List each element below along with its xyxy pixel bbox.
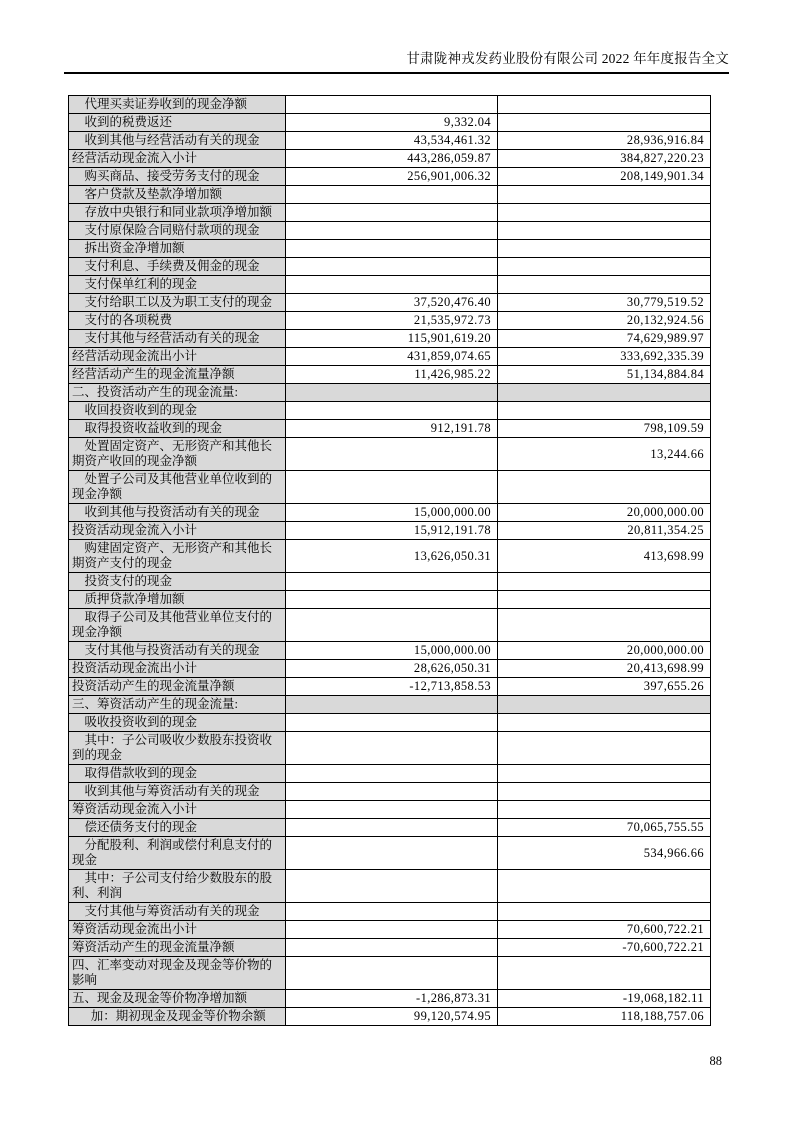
row-label: 收到其他与筹资活动有关的现金 (69, 783, 286, 801)
row-value-current-period (286, 240, 498, 258)
row-label: 取得借款收到的现金 (69, 765, 286, 783)
report-header-title: 甘肃陇神戎发药业股份有限公司 2022 年年度报告全文 (406, 51, 729, 66)
table-row (69, 348, 711, 366)
row-label: 筹资活动现金流入小计 (69, 801, 286, 819)
table-row (69, 504, 711, 522)
row-label: 其中：子公司支付给少数股东的股利、利润 (69, 870, 286, 903)
table-row (69, 573, 711, 591)
row-value-current-period: -12,713,858.53 (286, 678, 498, 696)
row-value-current-period (286, 609, 498, 642)
row-value-current-period: 15,912,191.78 (286, 522, 498, 540)
row-label: 偿还债务支付的现金 (69, 819, 286, 837)
row-value-current-period (286, 903, 498, 921)
row-label: 吸收投资收到的现金 (69, 714, 286, 732)
table-row (69, 714, 711, 732)
table-row (69, 678, 711, 696)
table-row (69, 312, 711, 330)
table-row (69, 957, 711, 990)
row-label: 筹资活动现金流出小计 (69, 921, 286, 939)
table-row (69, 150, 711, 168)
table-row (69, 294, 711, 312)
row-value-current-period (286, 921, 498, 939)
row-value-current-period: 21,535,972.73 (286, 312, 498, 330)
row-label: 四、汇率变动对现金及现金等价物的影响 (69, 957, 286, 990)
row-value-current-period (286, 186, 498, 204)
row-value-prior-period (498, 870, 711, 903)
row-value-prior-period (498, 258, 711, 276)
table-row (69, 438, 711, 471)
table-row (69, 186, 711, 204)
row-label: 支付的各项税费 (69, 312, 286, 330)
row-label: 收到的税费返还 (69, 114, 286, 132)
table-row (69, 591, 711, 609)
row-label: 代理买卖证券收到的现金净额 (69, 96, 286, 114)
table-row (69, 540, 711, 573)
row-value-current-period: 256,901,006.32 (286, 168, 498, 186)
row-value-current-period (286, 573, 498, 591)
row-value-prior-period: 798,109.59 (498, 420, 711, 438)
row-value-prior-period (498, 204, 711, 222)
row-value-prior-period (498, 471, 711, 504)
row-value-prior-period: 70,065,755.55 (498, 819, 711, 837)
row-label: 支付其他与筹资活动有关的现金 (69, 903, 286, 921)
table-row (69, 696, 711, 714)
row-label: 投资活动现金流入小计 (69, 522, 286, 540)
row-label: 经营活动现金流出小计 (69, 348, 286, 366)
row-value-prior-period (498, 402, 711, 420)
row-label: 支付利息、手续费及佣金的现金 (69, 258, 286, 276)
table-row (69, 990, 711, 1008)
row-value-prior-period (498, 276, 711, 294)
row-value-current-period (286, 258, 498, 276)
row-value-prior-period: 397,655.26 (498, 678, 711, 696)
table-row (69, 837, 711, 870)
page-header (64, 0, 729, 74)
row-value-current-period: 115,901,619.20 (286, 330, 498, 348)
table-row (69, 819, 711, 837)
row-value-current-period: 99,120,574.95 (286, 1008, 498, 1026)
row-value-prior-period (498, 783, 711, 801)
row-label: 二、投资活动产生的现金流量: (69, 384, 286, 402)
table-row (69, 420, 711, 438)
row-value-current-period (286, 939, 498, 957)
table-row (69, 402, 711, 420)
row-label: 存放中央银行和同业款项净增加额 (69, 204, 286, 222)
table-row (69, 783, 711, 801)
row-label: 收到其他与投资活动有关的现金 (69, 504, 286, 522)
row-value-prior-period (498, 114, 711, 132)
table-row (69, 732, 711, 765)
row-label: 支付其他与经营活动有关的现金 (69, 330, 286, 348)
table-row (69, 921, 711, 939)
row-value-current-period: 15,000,000.00 (286, 504, 498, 522)
row-value-prior-period (498, 732, 711, 765)
row-label: 分配股利、利润或偿付利息支付的现金 (69, 837, 286, 870)
row-value-current-period (286, 276, 498, 294)
row-label: 三、筹资活动产生的现金流量: (69, 696, 286, 714)
row-label: 投资支付的现金 (69, 573, 286, 591)
row-label: 支付给职工以及为职工支付的现金 (69, 294, 286, 312)
row-value-current-period (286, 438, 498, 471)
row-value-current-period (286, 801, 498, 819)
table-row (69, 939, 711, 957)
row-value-current-period (286, 204, 498, 222)
row-label: 其中：子公司吸收少数股东投资收到的现金 (69, 732, 286, 765)
row-value-prior-period: 413,698.99 (498, 540, 711, 573)
row-value-current-period (286, 819, 498, 837)
table-row (69, 801, 711, 819)
row-value-current-period: 28,626,050.31 (286, 660, 498, 678)
row-value-prior-period (498, 714, 711, 732)
row-value-prior-period (498, 591, 711, 609)
row-value-current-period (286, 714, 498, 732)
table-row (69, 204, 711, 222)
row-label: 购建固定资产、无形资产和其他长期资产支付的现金 (69, 540, 286, 573)
row-label: 收回投资收到的现金 (69, 402, 286, 420)
row-value-current-period (286, 591, 498, 609)
row-label: 支付保单红利的现金 (69, 276, 286, 294)
cash-flow-table-body (69, 96, 711, 1026)
row-label: 投资活动现金流出小计 (69, 660, 286, 678)
table-row (69, 168, 711, 186)
row-value-prior-period: 28,936,916.84 (498, 132, 711, 150)
table-row (69, 276, 711, 294)
row-value-prior-period: 70,600,722.21 (498, 921, 711, 939)
row-value-prior-period: 384,827,220.23 (498, 150, 711, 168)
page-content (64, 0, 729, 1069)
row-label: 经营活动现金流入小计 (69, 150, 286, 168)
row-value-current-period (286, 471, 498, 504)
table-row (69, 642, 711, 660)
row-value-prior-period (498, 240, 711, 258)
row-value-prior-period: 20,000,000.00 (498, 504, 711, 522)
row-value-prior-period (498, 957, 711, 990)
table-row (69, 870, 711, 903)
table-row (69, 366, 711, 384)
row-value-prior-period (498, 96, 711, 114)
row-value-prior-period (498, 801, 711, 819)
row-value-current-period: -1,286,873.31 (286, 990, 498, 1008)
row-value-prior-period: 30,779,519.52 (498, 294, 711, 312)
row-label: 支付原保险合同赔付款项的现金 (69, 222, 286, 240)
row-label: 拆出资金净增加额 (69, 240, 286, 258)
row-value-prior-period (498, 573, 711, 591)
table-row (69, 522, 711, 540)
table-row (69, 471, 711, 504)
row-label: 购买商品、接受劳务支付的现金 (69, 168, 286, 186)
table-row (69, 660, 711, 678)
row-label: 收到其他与经营活动有关的现金 (69, 132, 286, 150)
row-value-prior-period: 74,629,989.97 (498, 330, 711, 348)
row-label: 客户贷款及垫款净增加额 (69, 186, 286, 204)
row-label: 支付其他与投资活动有关的现金 (69, 642, 286, 660)
row-value-current-period (286, 96, 498, 114)
row-value-prior-period: 20,413,698.99 (498, 660, 711, 678)
table-row (69, 1008, 711, 1026)
row-value-prior-period (498, 765, 711, 783)
table-row (69, 384, 711, 402)
row-value-prior-period (498, 384, 711, 402)
row-value-current-period: 912,191.78 (286, 420, 498, 438)
row-label: 经营活动产生的现金流量净额 (69, 366, 286, 384)
row-value-current-period (286, 765, 498, 783)
row-value-prior-period: -70,600,722.21 (498, 939, 711, 957)
row-value-current-period (286, 870, 498, 903)
table-row (69, 765, 711, 783)
row-label: 质押贷款净增加额 (69, 591, 286, 609)
table-row (69, 222, 711, 240)
table-row (69, 903, 711, 921)
row-label: 投资活动产生的现金流量净额 (69, 678, 286, 696)
row-value-current-period (286, 402, 498, 420)
row-value-current-period (286, 384, 498, 402)
row-value-prior-period (498, 186, 711, 204)
table-row (69, 258, 711, 276)
table-row (69, 609, 711, 642)
row-value-prior-period: 51,134,884.84 (498, 366, 711, 384)
table-row (69, 240, 711, 258)
row-value-current-period: 13,626,050.31 (286, 540, 498, 573)
row-value-prior-period (498, 696, 711, 714)
row-value-current-period (286, 222, 498, 240)
row-value-current-period (286, 957, 498, 990)
row-value-current-period (286, 837, 498, 870)
header-divider-rule (64, 72, 729, 74)
row-value-current-period: 443,286,059.87 (286, 150, 498, 168)
row-value-prior-period: 20,132,924.56 (498, 312, 711, 330)
row-value-current-period: 37,520,476.40 (286, 294, 498, 312)
row-value-prior-period (498, 609, 711, 642)
row-label: 取得投资收益收到的现金 (69, 420, 286, 438)
row-value-prior-period: 20,811,354.25 (498, 522, 711, 540)
row-label: 处置固定资产、无形资产和其他长期资产收回的现金净额 (69, 438, 286, 471)
row-value-prior-period: 208,149,901.34 (498, 168, 711, 186)
table-row (69, 330, 711, 348)
row-value-current-period: 43,534,461.32 (286, 132, 498, 150)
row-value-current-period (286, 783, 498, 801)
row-label: 处置子公司及其他营业单位收到的现金净额 (69, 471, 286, 504)
cash-flow-statement-table (68, 95, 711, 1026)
row-value-current-period: 9,332.04 (286, 114, 498, 132)
table-row (69, 132, 711, 150)
table-row (69, 114, 711, 132)
row-value-prior-period (498, 222, 711, 240)
row-value-prior-period (498, 903, 711, 921)
page-number: 88 (709, 1054, 722, 1068)
row-value-current-period (286, 696, 498, 714)
row-label: 五、现金及现金等价物净增加额 (69, 990, 286, 1008)
row-value-prior-period: 20,000,000.00 (498, 642, 711, 660)
table-row (69, 96, 711, 114)
row-label: 筹资活动产生的现金流量净额 (69, 939, 286, 957)
row-value-prior-period: 534,966.66 (498, 837, 711, 870)
row-value-current-period: 431,859,074.65 (286, 348, 498, 366)
row-value-current-period (286, 732, 498, 765)
row-value-current-period: 15,000,000.00 (286, 642, 498, 660)
row-label: 加：期初现金及现金等价物余额 (69, 1008, 286, 1026)
row-value-current-period: 11,426,985.22 (286, 366, 498, 384)
row-value-prior-period: 333,692,335.39 (498, 348, 711, 366)
row-value-prior-period: -19,068,182.11 (498, 990, 711, 1008)
row-value-prior-period: 13,244.66 (498, 438, 711, 471)
row-value-prior-period: 118,188,757.06 (498, 1008, 711, 1026)
row-label: 取得子公司及其他营业单位支付的现金净额 (69, 609, 286, 642)
